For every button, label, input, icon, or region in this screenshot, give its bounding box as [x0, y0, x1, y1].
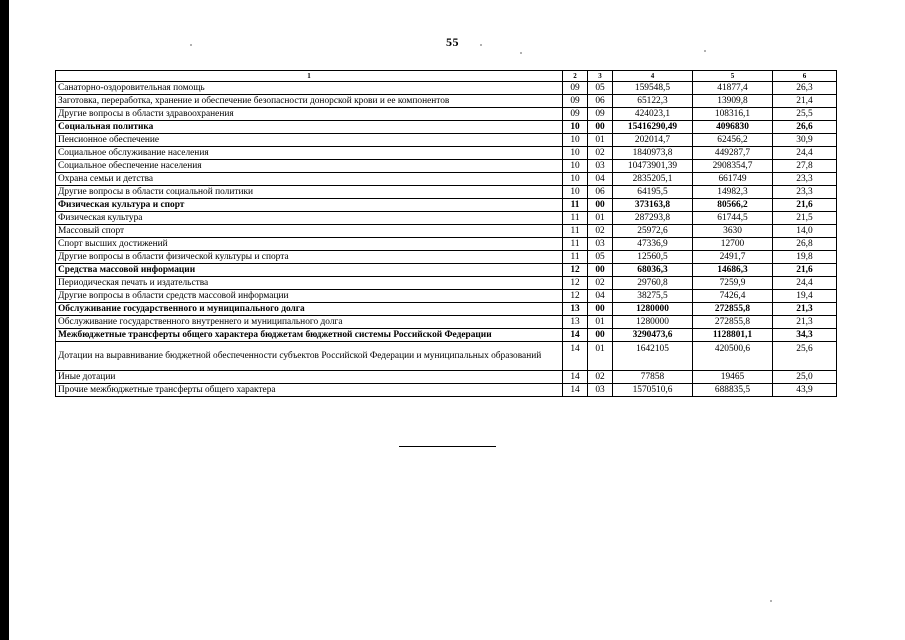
- execution-percent-cell: 14,0: [773, 225, 837, 238]
- column-header: 2: [563, 71, 588, 82]
- column-header: 5: [693, 71, 773, 82]
- actual-amount-cell: 272855,8: [693, 303, 773, 316]
- subsection-code-cell: 00: [588, 329, 613, 342]
- subsection-code-cell: 05: [588, 82, 613, 95]
- table-row: [56, 251, 837, 264]
- section-code-cell: 14: [563, 329, 588, 342]
- table-row: [56, 121, 837, 134]
- subsection-code-cell: 01: [588, 134, 613, 147]
- section-code-cell: 14: [563, 342, 588, 371]
- scan-speck: [520, 52, 522, 54]
- subsection-code-cell: 01: [588, 316, 613, 329]
- execution-percent-cell: 21,6: [773, 199, 837, 212]
- section-code-cell: 10: [563, 121, 588, 134]
- subsection-code-cell: 03: [588, 384, 613, 397]
- row-name-cell: Прочие межбюджетные трансферты общего характера: [56, 384, 563, 397]
- row-name-cell: Массовый спорт: [56, 225, 563, 238]
- subsection-code-cell: 00: [588, 199, 613, 212]
- table-row: [56, 238, 837, 251]
- section-code-cell: 12: [563, 264, 588, 277]
- execution-percent-cell: 21,3: [773, 303, 837, 316]
- table-row: [56, 277, 837, 290]
- table-row: [56, 108, 837, 121]
- plan-amount-cell: 47336,9: [613, 238, 693, 251]
- execution-percent-cell: 24,4: [773, 147, 837, 160]
- plan-amount-cell: 10473901,39: [613, 160, 693, 173]
- table-row: [56, 199, 837, 212]
- row-name-cell: Межбюджетные трансферты общего характера бюджетам бюджетной системы Российской Федерации: [56, 329, 563, 342]
- subsection-code-cell: 02: [588, 225, 613, 238]
- subsection-code-cell: 03: [588, 238, 613, 251]
- execution-percent-cell: 21,5: [773, 212, 837, 225]
- execution-percent-cell: 23,3: [773, 173, 837, 186]
- execution-percent-cell: 43,9: [773, 384, 837, 397]
- execution-percent-cell: 25,5: [773, 108, 837, 121]
- actual-amount-cell: 449287,7: [693, 147, 773, 160]
- subsection-code-cell: 06: [588, 95, 613, 108]
- row-name-cell: Спорт высших достижений: [56, 238, 563, 251]
- row-name-cell: Периодическая печать и издательства: [56, 277, 563, 290]
- actual-amount-cell: 108316,1: [693, 108, 773, 121]
- actual-amount-cell: 4096830: [693, 121, 773, 134]
- table-row: [56, 316, 837, 329]
- column-header: 3: [588, 71, 613, 82]
- row-name-cell: Дотации на выравнивание бюджетной обеспеченности субъектов Российской Федерации и муниципальных образований: [56, 342, 563, 371]
- row-name-cell: Иные дотации: [56, 371, 563, 384]
- subsection-code-cell: 00: [588, 121, 613, 134]
- plan-amount-cell: 287293,8: [613, 212, 693, 225]
- section-code-cell: 11: [563, 251, 588, 264]
- row-name-cell: Средства массовой информации: [56, 264, 563, 277]
- plan-amount-cell: 1570510,6: [613, 384, 693, 397]
- execution-percent-cell: 25,0: [773, 371, 837, 384]
- execution-percent-cell: 19,4: [773, 290, 837, 303]
- actual-amount-cell: 272855,8: [693, 316, 773, 329]
- row-name-cell: Другие вопросы в области физической культуры и спорта: [56, 251, 563, 264]
- scan-speck: [704, 50, 706, 52]
- subsection-code-cell: 02: [588, 371, 613, 384]
- table-row: [56, 384, 837, 397]
- actual-amount-cell: 661749: [693, 173, 773, 186]
- subsection-code-cell: 06: [588, 186, 613, 199]
- page-number: 55: [446, 35, 459, 49]
- section-code-cell: 12: [563, 290, 588, 303]
- subsection-code-cell: 03: [588, 160, 613, 173]
- section-code-cell: 11: [563, 238, 588, 251]
- footer-rule: [399, 446, 496, 447]
- plan-amount-cell: 15416290,49: [613, 121, 693, 134]
- plan-amount-cell: 64195,5: [613, 186, 693, 199]
- actual-amount-cell: 2908354,7: [693, 160, 773, 173]
- execution-percent-cell: 27,8: [773, 160, 837, 173]
- subsection-code-cell: 00: [588, 303, 613, 316]
- actual-amount-cell: 80566,2: [693, 199, 773, 212]
- actual-amount-cell: 19465: [693, 371, 773, 384]
- table-row: [56, 186, 837, 199]
- section-code-cell: 09: [563, 108, 588, 121]
- row-name-cell: Физическая культура: [56, 212, 563, 225]
- plan-amount-cell: 1642105: [613, 342, 693, 371]
- table-row: [56, 134, 837, 147]
- plan-amount-cell: 1280000: [613, 316, 693, 329]
- execution-percent-cell: 25,6: [773, 342, 837, 371]
- execution-percent-cell: 30,9: [773, 134, 837, 147]
- table-header-row: [56, 71, 837, 82]
- execution-percent-cell: 26,6: [773, 121, 837, 134]
- section-code-cell: 11: [563, 199, 588, 212]
- execution-percent-cell: 26,8: [773, 238, 837, 251]
- row-name-cell: Другие вопросы в области средств массовой информации: [56, 290, 563, 303]
- plan-amount-cell: 2835205,1: [613, 173, 693, 186]
- scan-speck: [480, 44, 482, 46]
- section-code-cell: 10: [563, 147, 588, 160]
- plan-amount-cell: 1840973,8: [613, 147, 693, 160]
- execution-percent-cell: 21,4: [773, 95, 837, 108]
- budget-table: [55, 70, 837, 397]
- execution-percent-cell: 21,3: [773, 316, 837, 329]
- table-row: [56, 371, 837, 384]
- table-row: [56, 225, 837, 238]
- execution-percent-cell: 23,3: [773, 186, 837, 199]
- section-code-cell: 14: [563, 371, 588, 384]
- subsection-code-cell: 02: [588, 277, 613, 290]
- column-header: 1: [56, 71, 563, 82]
- actual-amount-cell: 14982,3: [693, 186, 773, 199]
- row-name-cell: Другие вопросы в области здравоохранения: [56, 108, 563, 121]
- actual-amount-cell: 688835,5: [693, 384, 773, 397]
- actual-amount-cell: 7259,9: [693, 277, 773, 290]
- column-header: 4: [613, 71, 693, 82]
- row-name-cell: Социальное обеспечение населения: [56, 160, 563, 173]
- plan-amount-cell: 68036,3: [613, 264, 693, 277]
- row-name-cell: Другие вопросы в области социальной политики: [56, 186, 563, 199]
- section-code-cell: 11: [563, 212, 588, 225]
- table-row: [56, 329, 837, 342]
- row-name-cell: Обслуживание государственного и муниципального долга: [56, 303, 563, 316]
- budget-table-body: [56, 71, 837, 397]
- table-row: [56, 95, 837, 108]
- execution-percent-cell: 34,3: [773, 329, 837, 342]
- table-row: [56, 212, 837, 225]
- row-name-cell: Охрана семьи и детства: [56, 173, 563, 186]
- table-row: [56, 160, 837, 173]
- section-code-cell: 10: [563, 173, 588, 186]
- actual-amount-cell: 41877,4: [693, 82, 773, 95]
- section-code-cell: 14: [563, 384, 588, 397]
- actual-amount-cell: 62456,2: [693, 134, 773, 147]
- column-header: 6: [773, 71, 837, 82]
- subsection-code-cell: 02: [588, 147, 613, 160]
- plan-amount-cell: 29760,8: [613, 277, 693, 290]
- row-name-cell: Социальная политика: [56, 121, 563, 134]
- table-row: [56, 303, 837, 316]
- row-name-cell: Санаторно-оздоровительная помощь: [56, 82, 563, 95]
- subsection-code-cell: 04: [588, 290, 613, 303]
- section-code-cell: 10: [563, 186, 588, 199]
- table-row: [56, 82, 837, 95]
- plan-amount-cell: 1280000: [613, 303, 693, 316]
- section-code-cell: 10: [563, 160, 588, 173]
- actual-amount-cell: 61744,5: [693, 212, 773, 225]
- actual-amount-cell: 13909,8: [693, 95, 773, 108]
- scan-speck: [770, 600, 772, 602]
- section-code-cell: 10: [563, 134, 588, 147]
- actual-amount-cell: 1128801,1: [693, 329, 773, 342]
- plan-amount-cell: 159548,5: [613, 82, 693, 95]
- subsection-code-cell: 00: [588, 264, 613, 277]
- section-code-cell: 13: [563, 303, 588, 316]
- table-row: [56, 290, 837, 303]
- plan-amount-cell: 373163,8: [613, 199, 693, 212]
- subsection-code-cell: 01: [588, 342, 613, 371]
- section-code-cell: 12: [563, 277, 588, 290]
- actual-amount-cell: 12700: [693, 238, 773, 251]
- table-row: [56, 342, 837, 371]
- row-name-cell: Пенсионное обеспечение: [56, 134, 563, 147]
- scan-edge-bar: [0, 0, 9, 640]
- section-code-cell: 13: [563, 316, 588, 329]
- actual-amount-cell: 420500,6: [693, 342, 773, 371]
- row-name-cell: Обслуживание государственного внутреннего и муниципального долга: [56, 316, 563, 329]
- plan-amount-cell: 77858: [613, 371, 693, 384]
- actual-amount-cell: 3630: [693, 225, 773, 238]
- plan-amount-cell: 65122,3: [613, 95, 693, 108]
- plan-amount-cell: 12560,5: [613, 251, 693, 264]
- table-row: [56, 147, 837, 160]
- plan-amount-cell: 3290473,6: [613, 329, 693, 342]
- row-name-cell: Заготовка, переработка, хранение и обеспечение безопасности донорской крови и ее компонентов: [56, 95, 563, 108]
- actual-amount-cell: 14686,3: [693, 264, 773, 277]
- row-name-cell: Социальное обслуживание населения: [56, 147, 563, 160]
- plan-amount-cell: 25972,6: [613, 225, 693, 238]
- plan-amount-cell: 424023,1: [613, 108, 693, 121]
- plan-amount-cell: 202014,7: [613, 134, 693, 147]
- subsection-code-cell: 05: [588, 251, 613, 264]
- section-code-cell: 09: [563, 82, 588, 95]
- execution-percent-cell: 24,4: [773, 277, 837, 290]
- execution-percent-cell: 19,8: [773, 251, 837, 264]
- subsection-code-cell: 09: [588, 108, 613, 121]
- plan-amount-cell: 38275,5: [613, 290, 693, 303]
- section-code-cell: 11: [563, 225, 588, 238]
- subsection-code-cell: 01: [588, 212, 613, 225]
- table-row: [56, 264, 837, 277]
- row-name-cell: Физическая культура и спорт: [56, 199, 563, 212]
- section-code-cell: 09: [563, 95, 588, 108]
- subsection-code-cell: 04: [588, 173, 613, 186]
- scan-speck: [190, 44, 192, 46]
- actual-amount-cell: 2491,7: [693, 251, 773, 264]
- execution-percent-cell: 26,3: [773, 82, 837, 95]
- actual-amount-cell: 7426,4: [693, 290, 773, 303]
- execution-percent-cell: 21,6: [773, 264, 837, 277]
- table-row: [56, 173, 837, 186]
